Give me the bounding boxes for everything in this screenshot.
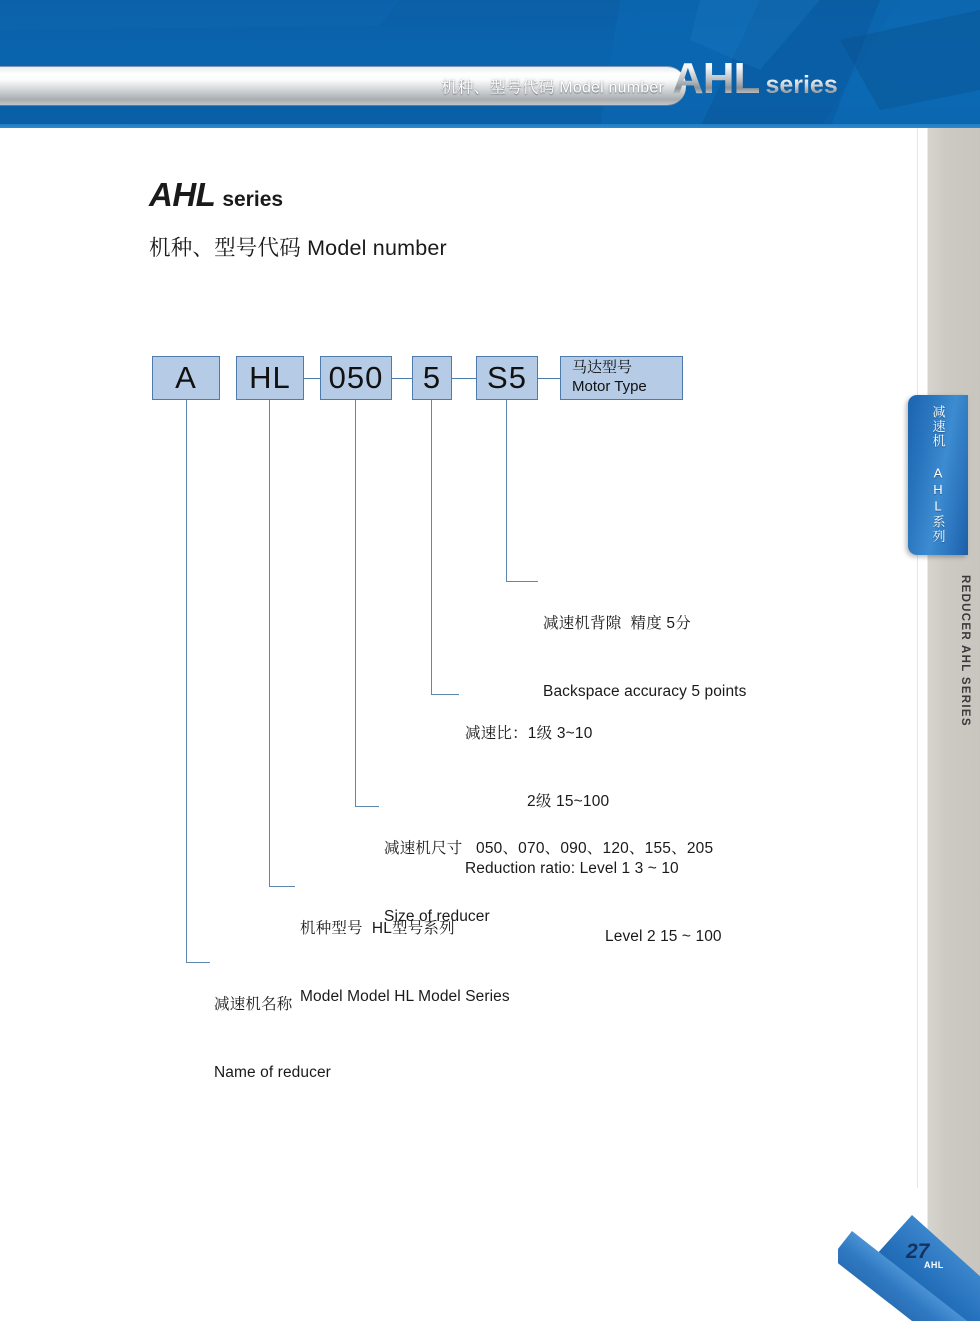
side-tab-label-cn: 减速机 AHL系列	[930, 405, 946, 545]
annotation-size-line-2: Size of reducer	[384, 907, 490, 925]
annotation-ratio-line-4: Level 2 15 ~ 100	[605, 927, 722, 945]
annotation-name	[214, 949, 331, 1129]
code-box-ratio[interactable]: 5	[412, 356, 452, 400]
annotation-size-line-1: 减速机尺寸 050、070、090、120、155、205	[384, 840, 714, 858]
connector-model-size	[304, 378, 320, 379]
connector-size-ratio	[392, 378, 412, 379]
annotation-name-line-2: Name of reducer	[214, 1063, 331, 1081]
annotation-model	[300, 873, 510, 1053]
banner-logo-ahl: AHL	[672, 54, 760, 103]
annotation-ratio-line-2: 2级 15~100	[527, 792, 610, 810]
code-box-name[interactable]: A	[152, 356, 220, 400]
leader-ratio-vertical	[431, 400, 432, 694]
connector-backlash-motor	[538, 378, 560, 379]
leader-model-horizontal	[269, 886, 295, 887]
connector-ratio-backlash	[452, 378, 476, 379]
side-tab-label-en: REDUCER AHL SERIES	[959, 575, 971, 727]
leader-size-vertical	[355, 400, 356, 806]
code-box-motor-type[interactable]	[560, 356, 683, 400]
page-footer-ribbon	[838, 1205, 980, 1321]
side-tab-reducer-ahl[interactable]	[908, 395, 968, 555]
banner-title-text: 机种、型号代码 Model number	[441, 79, 664, 97]
page-subtitle: 机种、型号代码 Model number	[149, 236, 447, 260]
annotation-model-line-2: Model Model HL Model Series	[300, 987, 510, 1005]
leader-size-horizontal	[355, 806, 379, 807]
page-banner	[0, 0, 980, 128]
page-title	[149, 178, 447, 262]
annotation-backlash-line-2: Backspace accuracy 5 points	[543, 682, 747, 700]
banner-logo-series: series	[765, 71, 838, 99]
code-box-backlash[interactable]: S5	[476, 356, 538, 400]
leader-model-vertical	[269, 400, 270, 886]
leader-name-vertical	[186, 400, 187, 962]
page-title-series: series	[222, 188, 284, 211]
leader-backlash-vertical	[506, 400, 507, 581]
banner-logo	[672, 54, 838, 102]
annotation-model-line-1: 机种型号 HL型号系列	[300, 920, 455, 938]
page-title-ahl: AHL	[149, 176, 216, 213]
page-number: 27	[906, 1240, 930, 1263]
page-number-label: AHL	[924, 1260, 944, 1270]
leader-ratio-horizontal	[431, 694, 459, 695]
banner-title-pill	[0, 66, 686, 106]
leader-backlash-horizontal	[506, 581, 538, 582]
annotation-name-line-1: 减速机名称	[214, 996, 293, 1014]
code-box-size[interactable]: 050	[320, 356, 392, 400]
banner-underline	[0, 124, 980, 128]
leader-name-horizontal	[186, 962, 210, 963]
code-box-motor-type-en: Motor Type	[572, 378, 647, 395]
annotation-backlash-line-1: 减速机背隙 精度 5分	[543, 615, 691, 633]
annotation-ratio-line-1: 减速比：1级 3~10	[465, 725, 593, 743]
code-box-motor-type-cn: 马达型号	[572, 359, 633, 377]
annotation-ratio-line-3: Reduction ratio: Level 1 3 ~ 10	[465, 860, 679, 878]
page-edge-line	[917, 128, 918, 1188]
code-box-model[interactable]: HL	[236, 356, 304, 400]
